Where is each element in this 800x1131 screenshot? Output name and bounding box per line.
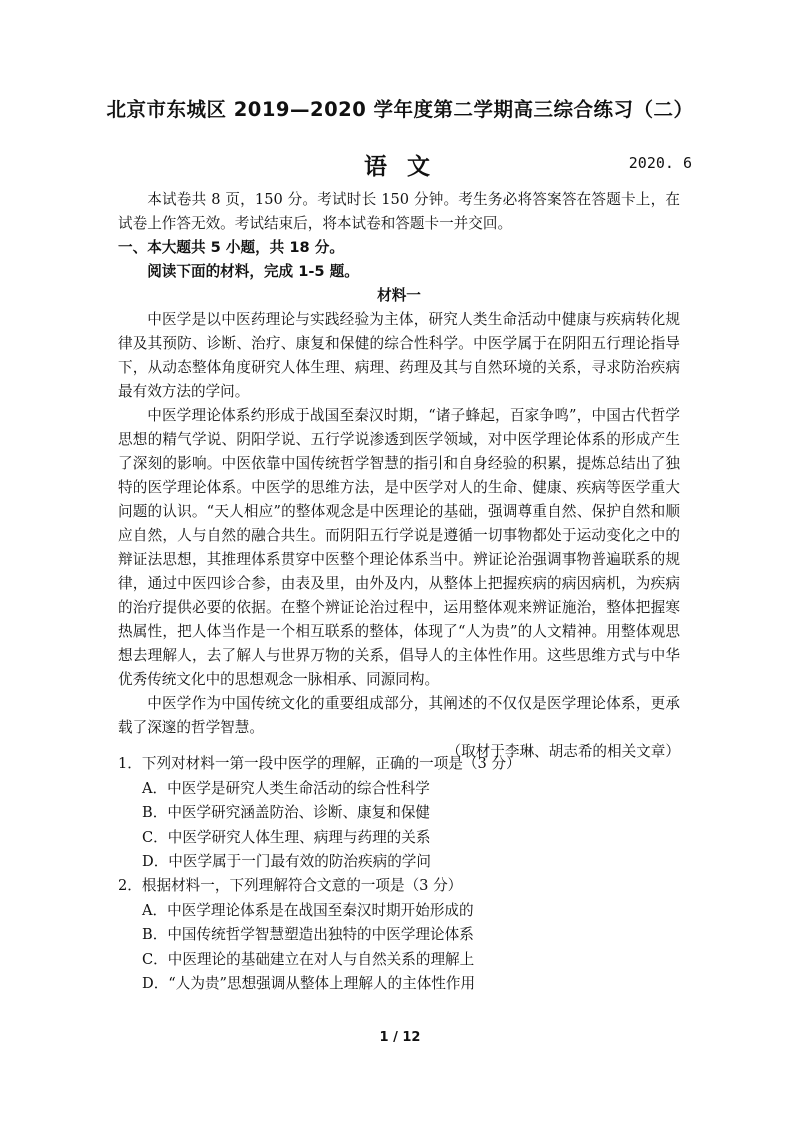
exam-instructions-block — [118, 188, 680, 764]
question-option: C．中医理论的基础建立在对人与自然关系的理解上 — [142, 950, 475, 968]
page-number: 1 / 12 — [379, 1030, 421, 1045]
section-heading: 一、本大题共 5 小题，共 18 分。 — [118, 239, 344, 256]
question-2 — [118, 874, 680, 997]
material-source: （取材于李琳、胡志希的相关文章） — [446, 743, 680, 760]
exam-date: 2020. 6 — [628, 154, 692, 172]
question-stem: 1．下列对材料一第一段中医学的理解，正确的一项是（3 分） — [118, 755, 521, 772]
exam-title: 北京市东城区 2019—2020 学年度第二学期高三综合练习（二） — [106, 98, 694, 121]
question-option: C．中医学研究人体生理、病理与药理的关系 — [142, 828, 431, 846]
question-stem: 2．根据材料一，下列理解符合文意的一项是（3 分） — [118, 877, 463, 894]
material-paragraph-1: 中医学是以中医药理论与实践经验为主体，研究人类生命活动中健康与疾病转化规律及其预防、诊断、治疗、康复和保健的综合性科学。中医学属于在阴阳五行理论指导下，从动态整体角度研究人体生理、病理、药理及其与自然环境的关系，寻求防治疾病最有效方法的学问。 — [118, 311, 680, 400]
material-paragraph-3: 中医学作为中国传统文化的重要组成部分，其阐述的不仅仅是医学理论体系，更承载了深邃的哲学智慧。 — [118, 695, 680, 736]
reading-prompt: 阅读下面的材料，完成 1-5 题。 — [147, 263, 359, 280]
subject-heading: 语 文 — [363, 154, 436, 180]
question-option: D．“人为贵”思想强调从整体上理解人的主体性作用 — [142, 975, 476, 992]
material-paragraph-2: 中医学理论体系约形成于战国至秦汉时期，“诸子蜂起，百家争鸣”，中国古代哲学思想的精气学说、阴阳学说、五行学说渗透到医学领域，对中医学理论体系的形成产生了深刻的影响。中医依靠中国传统哲学智慧的指引和自身经验的积累，提炼总结出了独特的医学理论体系。中医学的思维方法，是中医学对人的生命、健康、疾病等医学重大问题的认识。“天人相应”的整体观念是中医理论的基础，强调尊重自然、保护自然和顺应自然，人与自然的融合共生。而阴阳五行学说是遵循一切事物都处于运动变化之中的辩证法思想，其推理体系贯穿中医整个理论体系当中。辨证论治强调事物普遍联系的规律，通过中医四诊合参，由表及里，由外及内，从整体上把握疾病的病因病机，为疾病的治疗提供必要的依据。在整个辨证论治过程中，运用整体观来辨证施治，整体把握寒热属性，把人体当作是一个相互联系的整体，体现了“人为贵”的人文精神。用整体观思想去理解人，去了解人与世界万物的关系，倡导人的主体性作用。这些思维方式与中华优秀传统文化中的思想观念一脉相承、同源同构。 — [118, 407, 680, 688]
question-option: B．中医学研究涵盖防治、诊断、康复和保健 — [142, 804, 431, 821]
question-1 — [118, 752, 680, 875]
question-option: A．中医学是研究人类生命活动的综合性科学 — [142, 779, 430, 797]
question-option: D．中医学属于一门最有效的防治疾病的学问 — [142, 853, 431, 870]
question-option: A．中医学理论体系是在战国至秦汉时期开始形成的 — [142, 901, 474, 919]
question-option: B．中国传统哲学智慧塑造出独特的中医学理论体系 — [142, 926, 474, 943]
exam-instructions: 本试卷共 8 页，150 分。考试时长 150 分钟。考生务必将答案答在答题卡上，在试卷上作答无效。考试结束后，将本试卷和答题卡一并交回。 — [118, 191, 680, 232]
material-title: 材料一 — [377, 287, 421, 304]
